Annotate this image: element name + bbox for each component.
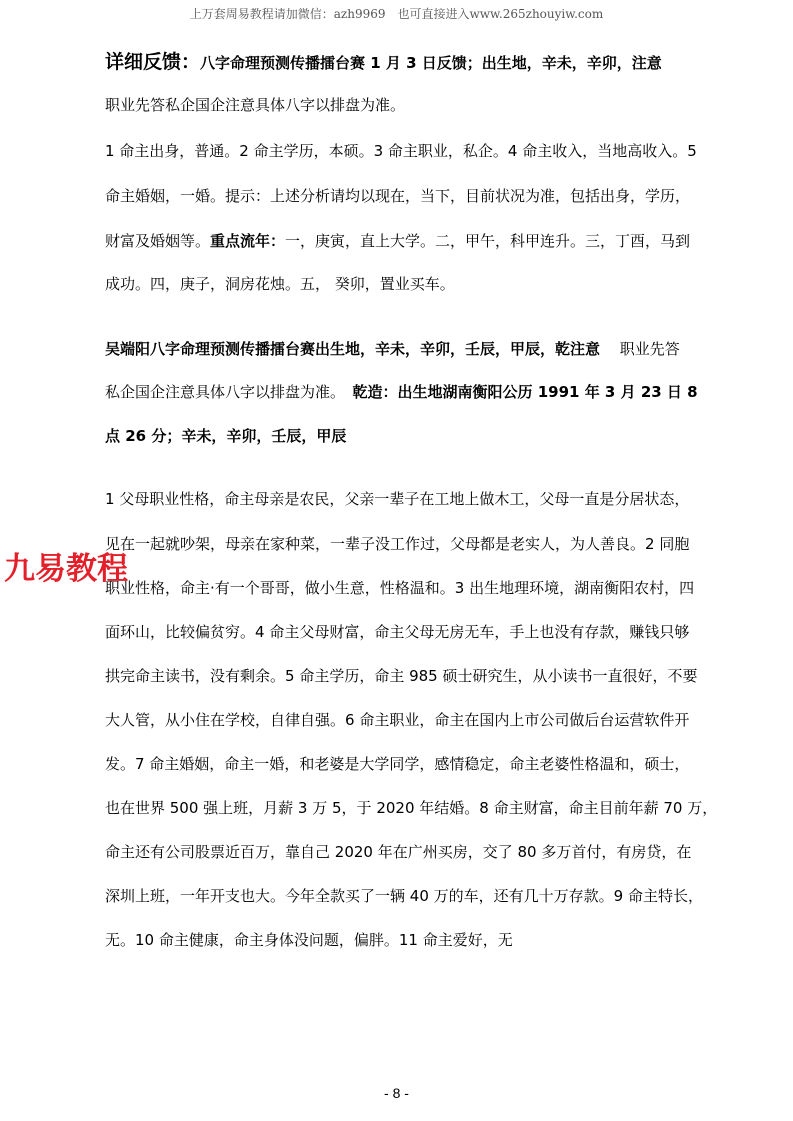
paragraph-line: 1 命主出身，普通。2 命主学历，本硕。3 命主职业，私企。4 命主收入，当地高收入。5 xyxy=(105,142,697,160)
paragraph-line: 面环山，比较偏贫穷。4 命主父母财富，命主父母无房无车，手上也没有存款，赚钱只够 xyxy=(105,623,690,641)
feedback-heading-line xyxy=(105,47,662,74)
paragraph-line xyxy=(105,230,690,251)
feedback-heading: 详细反馈： xyxy=(105,51,201,73)
key-years-label: 重点流年： xyxy=(210,232,286,250)
watermark-logo: 九易教程 xyxy=(4,551,128,587)
paragraph-line: 拱完命主读书，没有剩余。5 命主学历，命主 985 硕士研究生，从小读书一直很好，不要 xyxy=(105,667,698,685)
case-title: 吴端阳八字命理预测传播擂台赛出生地，辛未，辛卯，壬辰，甲辰，乾注意 xyxy=(105,340,601,358)
paragraph-line: 1 父母职业性格，命主母亲是农民，父亲一辈子在工地上做木工，父母一直是分居状态， xyxy=(105,490,690,508)
paragraph-line: 见在一起就吵架，母亲在家种菜，一辈子没工作过，父母都是老实人，为人善良。2 同胞 xyxy=(105,535,690,553)
page-number: - 8 - xyxy=(384,1085,409,1101)
text-span: 财富及婚姻等。 xyxy=(105,232,211,250)
paragraph-line: 发。7 命主婚姻，命主一婚，和老婆是大学同学，感情稳定，命主老婆性格温和，硕士， xyxy=(105,755,690,773)
paragraph-line: 也在世界 500 强上班，月薪 3 万 5，于 2020 年结婚。8 命主财富，命主目前年薪 70 万， xyxy=(105,799,718,817)
page-header: 上万套周易教程请加微信：azh9969 也可直接进入www.265zhouyiw.com xyxy=(189,7,604,21)
feedback-heading-rest: 八字命理预测传播擂台赛 1 月 3 日反馈；出生地，辛未，辛卯，注意 xyxy=(200,54,662,72)
paragraph-line: 命主还有公司股票近百万，靠自己 2020 年在广州买房，交了 80 多万首付，有房贷，在 xyxy=(105,843,692,861)
text-span: 私企国企注意具体八字以排盘为准。 xyxy=(105,383,338,401)
paragraph-line: 大人管，从小住在学校，自律自强。6 命主职业，命主在国内上市公司做后台运营软件开 xyxy=(105,711,690,729)
birth-info: 乾造：出生地湖南衡阳公历 1991 年 3 月 23 日 8 xyxy=(337,383,698,401)
birth-info-line: 点 26 分；辛未，辛卯，壬辰，甲辰 xyxy=(105,427,347,445)
paragraph-line: 职业性格，命主·有一个哥哥，做小生意，性格温和。3 出生地理环境，湖南衡阳农村，四 xyxy=(105,579,695,597)
paragraph-line: 无。10 命主健康，命主身体没问题，偏胖。11 命主爱好，无 xyxy=(105,931,513,949)
paragraph-line: 成功。四，庚子，洞房花烛。五， 癸卯，置业买车。 xyxy=(105,275,455,293)
case-title-line xyxy=(105,338,680,359)
paragraph-line: 职业先答私企国企注意具体八字以排盘为准。 xyxy=(105,96,406,114)
paragraph-line: 命主婚姻，一婚。提示：上述分析请均以现在，当下，目前状况为准，包括出身，学历， xyxy=(105,187,691,205)
text-span: 一，庚寅，直上大学。二，甲午，科甲连升。三，丁酉，马到 xyxy=(285,232,691,250)
paragraph-line: 深圳上班，一年开支也大。今年全款买了一辆 40 万的车，还有几十万存款。9 命主特长， xyxy=(105,887,703,905)
case-title-line xyxy=(105,381,698,402)
text-span: 职业先答 xyxy=(600,340,680,358)
